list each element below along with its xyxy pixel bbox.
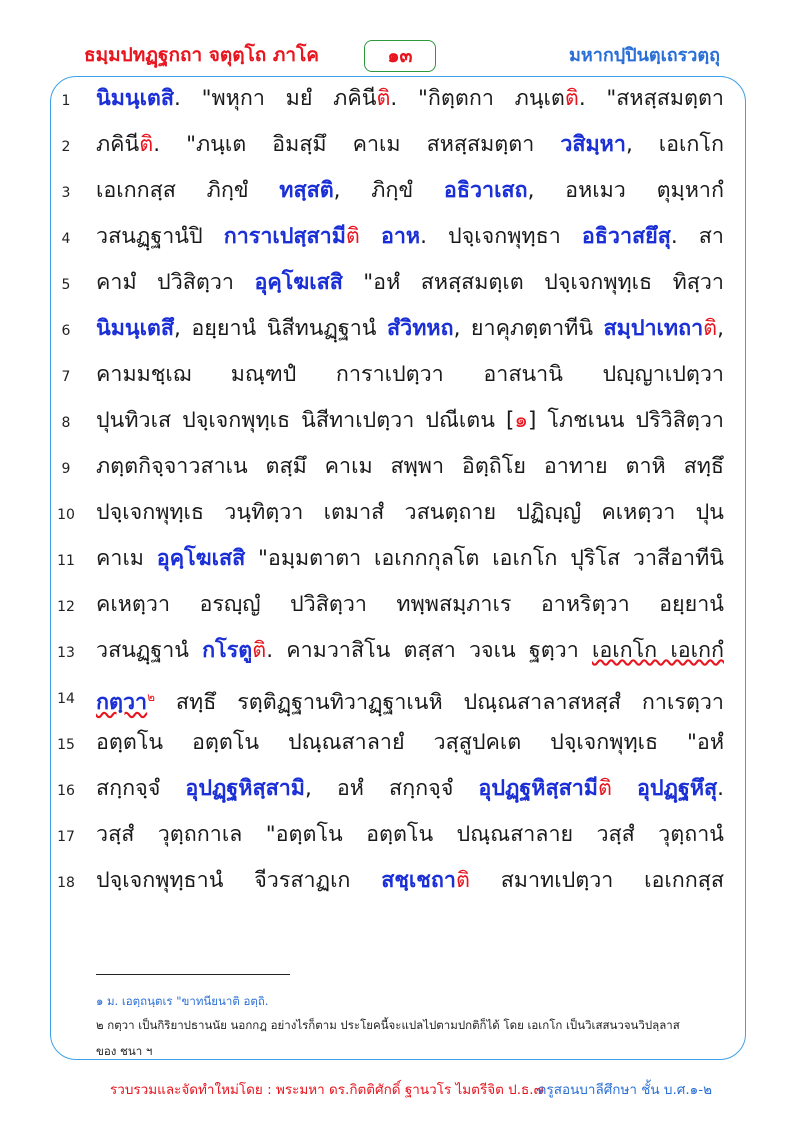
text-segment: "อมฺมตาตา เอเกกกุลโต เอเกโก ปุริโส วาสีอาทีนิ xyxy=(245,546,725,571)
text-segment: , อหเมว ตุมฺหากํ xyxy=(527,178,724,203)
line-number: 12 xyxy=(57,599,75,615)
line-number: 7 xyxy=(61,369,71,385)
footer-compiler: รวบรวมและจัดทำใหม่โดย : พระมหา ดร.กิตติศักดิ์ ฐานวโร ไมตรีจิต ป.ธ.๗ xyxy=(110,1082,544,1098)
text-line xyxy=(0,80,800,126)
text-segment: คเหตฺวา อรญฺญํ ปวิสิตฺวา ทพฺพสมฺภาเร อาหริตฺวา อยฺยานํ xyxy=(96,592,724,617)
line-number: 1 xyxy=(61,93,71,109)
text-segment: "อหํ สหสฺสมตฺเต ปจฺเจกพุทฺเธ ทิสฺวา xyxy=(342,270,725,295)
line-number: 10 xyxy=(57,507,75,523)
text-segment: การาเปสฺสามี xyxy=(223,224,346,249)
text-segment: . คามวาสิโน ตสฺสา วจเน ฐตฺวา xyxy=(266,638,592,663)
text-line xyxy=(0,816,800,862)
line-text xyxy=(96,774,724,804)
line-number: 18 xyxy=(57,875,75,891)
text-segment: วสฺสํ วุตฺถกาเล "อตฺตโน อตฺตโน ปณฺณสาลาย วสฺสํ วุตฺถานํ xyxy=(96,822,724,847)
text-segment: ติ xyxy=(455,868,470,893)
text-line xyxy=(0,310,800,356)
text-line xyxy=(0,172,800,218)
line-text xyxy=(96,314,724,344)
text-segment: ติ xyxy=(252,638,267,663)
text-segment: ติ xyxy=(564,86,579,111)
text-segment: ภตฺตกิจฺจาวสาเน ตสฺมึ คาเม สพฺพา อิตฺถิโย อาทาย ตาหิ สทฺธึ xyxy=(96,454,724,479)
text-line xyxy=(0,678,800,724)
text-segment: อุคฺโฆเสสิ xyxy=(156,546,246,571)
text-line xyxy=(0,356,800,402)
text-line xyxy=(0,264,800,310)
text-segment: สชฺเชถา xyxy=(381,868,456,893)
text-segment xyxy=(360,224,381,249)
text-segment: วสนฏฺฐานํ xyxy=(96,638,203,663)
line-text xyxy=(96,590,724,620)
line-text xyxy=(96,176,724,206)
text-segment: กตฺวา xyxy=(96,690,148,716)
text-segment: ปจฺเจกพุทฺธานํ จีวรสาฏเก xyxy=(96,868,382,893)
line-number: 15 xyxy=(57,737,75,753)
text-segment: . "ภนฺเต อิมสฺมึ คาเม สหสฺสมตฺตา xyxy=(153,132,561,157)
line-number: 16 xyxy=(57,783,75,799)
text-segment: , ภิกฺขํ xyxy=(333,178,444,203)
line-number: 8 xyxy=(61,415,71,431)
text-segment: ปจฺเจกพุทฺเธ วนฺทิตฺวา เตมาสํ วสนตฺถาย ปฏิญฺญํ คเหตฺวา ปุน xyxy=(96,500,724,525)
text-segment: ทสฺสติ xyxy=(279,178,334,203)
text-segment: วสิมฺหา xyxy=(560,132,626,157)
line-number: 13 xyxy=(57,645,75,661)
line-text xyxy=(96,636,724,666)
text-segment: เอเกกสฺส ภิกฺขํ xyxy=(96,178,280,203)
text-segment: สมฺปาเทถา xyxy=(603,316,704,341)
text-segment: . "สหสฺสมตฺตา xyxy=(578,86,724,111)
line-text xyxy=(96,406,724,436)
header-right-title: มหากปฺปินตฺเถรวตฺถุ xyxy=(569,45,720,66)
line-text xyxy=(96,866,724,896)
line-number: 5 xyxy=(61,277,71,293)
footnote-rule xyxy=(96,974,290,975)
line-number: 9 xyxy=(61,461,71,477)
footnote-ref: ๒ xyxy=(147,690,156,704)
text-line xyxy=(0,724,800,770)
text-line xyxy=(0,494,800,540)
text-segment: สํวิทหถ xyxy=(387,316,454,341)
text-segment: ติ xyxy=(703,316,718,341)
text-segment: , อยฺยานํ นิสีทนฏฺฐานํ xyxy=(174,316,388,341)
line-text xyxy=(96,130,724,160)
text-segment: . "กิตฺตกา ภนฺเต xyxy=(390,86,565,111)
text-segment: ๑ xyxy=(514,408,528,433)
text-segment: อตฺตโน อตฺตโน ปณฺณสาลายํ วสฺสูปคเต ปจฺเจกพุทฺเธ "อหํ xyxy=(96,730,724,755)
text-segment: ภคินี xyxy=(96,132,140,157)
text-segment: ติ xyxy=(376,86,391,111)
text-line xyxy=(0,448,800,494)
text-segment: คาเม xyxy=(96,546,157,571)
text-segment xyxy=(612,776,637,801)
text-segment: . "พหุกา มยํ ภคินี xyxy=(174,86,377,111)
text-segment: , ยาคุภตฺตาทีนิ xyxy=(453,316,604,341)
text-segment: ติ xyxy=(139,132,154,157)
text-segment: นิมนฺเตสึ xyxy=(96,316,175,341)
text-segment: ติ xyxy=(597,776,612,801)
text-segment: ติ xyxy=(345,224,360,249)
page-number: ๑๓ xyxy=(364,40,436,72)
line-number: 17 xyxy=(57,829,75,845)
line-number: 2 xyxy=(61,139,71,155)
text-line xyxy=(0,770,800,816)
text-segment: คามํ ปวิสิตฺวา xyxy=(96,270,255,295)
text-line xyxy=(0,218,800,264)
text-segment: สมาทเปตฺวา เอเกกสฺส xyxy=(469,868,724,893)
text-segment: , xyxy=(717,316,724,341)
text-segment: . xyxy=(717,776,724,801)
line-text xyxy=(96,268,724,298)
line-text xyxy=(96,84,724,114)
header-left-title: ธมฺมปทฏฺฐกถา จตุตฺโถ ภาโค xyxy=(84,44,320,66)
line-text xyxy=(96,452,724,482)
text-line xyxy=(0,586,800,632)
footnote-2-continued: ของ ชนา ฯ xyxy=(96,1044,153,1058)
text-segment: อธิวาสยึสุ xyxy=(581,224,671,249)
line-text xyxy=(96,360,724,390)
line-number: 6 xyxy=(61,323,71,339)
text-segment: อุปฏฺฐหิสฺสามิ xyxy=(185,776,305,801)
text-segment: ปุนทิวเส ปจฺเจกพุทฺเธ นิสีทาเปตฺวา ปณีเตน [ xyxy=(96,408,515,433)
text-line xyxy=(0,540,800,586)
text-segment: อุคฺโฆเสสิ xyxy=(254,270,343,295)
text-line xyxy=(0,126,800,172)
text-segment: , เอเกโก xyxy=(625,132,724,157)
line-number: 14 xyxy=(57,691,75,707)
line-text xyxy=(96,498,724,528)
text-segment: ] โภชเนน ปริวิสิตฺวา xyxy=(528,408,724,433)
text-segment: วสนฏฺฐานํปิ xyxy=(96,224,224,249)
text-line xyxy=(0,862,800,908)
line-number: 4 xyxy=(61,231,71,247)
line-text xyxy=(96,728,724,758)
text-segment: อุปฏฺฐหิสฺสามี xyxy=(478,776,598,801)
text-segment: คามมชฺเฌ มณฺฑปํ การาเปตฺวา อาสนานิ ปญฺญาเปตฺวา xyxy=(96,362,724,387)
text-line xyxy=(0,402,800,448)
footnote-1: ๑ ม. เอตฺถนฺตเร "ขาทนียนาติ อตฺถิ. xyxy=(96,994,269,1008)
line-text xyxy=(96,222,724,252)
text-segment: เอเกโก เอเกกํ xyxy=(591,638,724,663)
footer-course: ครูสอนบาลีศึกษา ชั้น บ.ศ.๑-๒ xyxy=(537,1082,712,1098)
text-segment: . สา xyxy=(670,224,724,249)
text-segment: สกฺกจฺจํ xyxy=(96,776,186,801)
text-segment: สทฺธึ รตฺติฏฺฐานทิวาฏฺฐาเนหิ ปณฺณสาลาสหสฺสํ กาเรตฺวา xyxy=(155,690,724,716)
line-text xyxy=(96,820,724,850)
line-text xyxy=(96,544,724,574)
text-line xyxy=(0,632,800,678)
text-segment: . ปจฺเจกพุทฺธา xyxy=(420,224,582,249)
text-segment: อธิวาเสถ xyxy=(443,178,528,203)
text-segment: กโรตู xyxy=(202,638,253,663)
line-text xyxy=(96,682,724,718)
footnote-2: ๒ กตฺวา เป็นกิริยาปธานนัย นอกกฎ อย่างไรก็ตาม ประโยคนี้จะแปลไปตามปกติก็ได้ โดย เอเกโก เป็นวิเสสนวจนวิปลฺลาส xyxy=(96,1018,680,1032)
text-segment: , อหํ สกฺกจฺจํ xyxy=(304,776,479,801)
text-segment: อุปฏฺฐหึสุ xyxy=(637,776,718,801)
line-number: 3 xyxy=(61,185,71,201)
line-number: 11 xyxy=(57,553,75,569)
text-segment: อาห xyxy=(380,224,421,249)
text-segment: นิมนฺเตสิ xyxy=(96,86,175,111)
